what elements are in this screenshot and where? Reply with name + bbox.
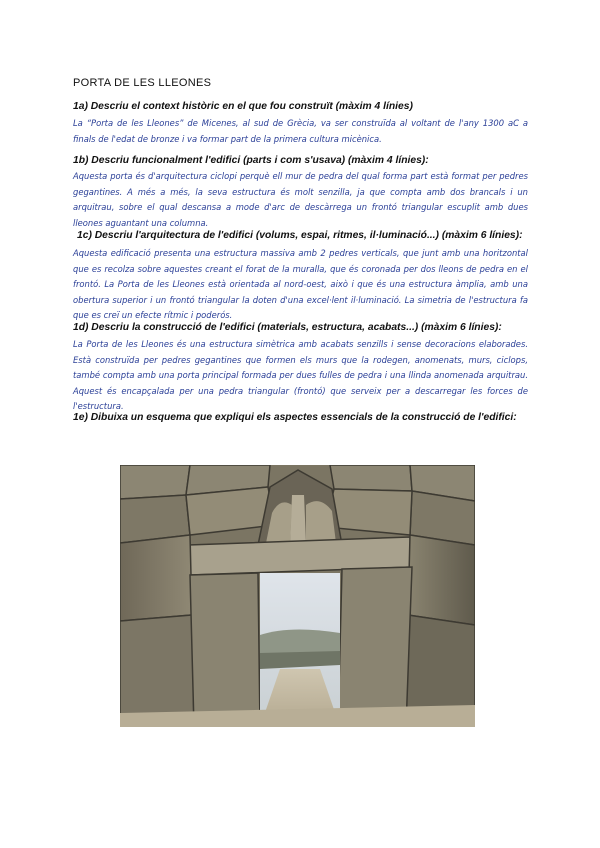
question-1c: 1c) Descriu l'arquitectura de l'edifici (volums, espai, ritmes, il·luminació...) (màxim 6 línies): — [77, 230, 523, 241]
answer-1b: Aquesta porta és d'arquitectura ciclopi perquè ell mur de pedra del qual forma part està format per pedres gegantines. A més a més, la seva estructura és molt senzilla, ja que compta amb dos brancals i un arquitrau, sobre el qual descansa a mode d'arc de descàrrega un frontó triangular escuplit amb dues lleones aguantant una columna. — [73, 171, 528, 228]
lion-gate-photo — [120, 465, 475, 727]
document-title: PORTA DE LES LLEONES — [73, 77, 212, 89]
answer-1d: La Porta de les Lleones és una estructura simètrica amb acabats senzills i sense decoracions elaborades. Està construïda per pedres gegantines que formen els murs que la rodegen, anomenats, murs, ciclops, també compta amb una porta principal formada per dues fulles de pedra i una llinda anomenada arquitrau. Aquest és encapçalada per una pedra triangular (frontó) que serveix per a descarregar les forces de l'estructura. — [73, 339, 528, 412]
question-1e: 1e) Dibuixa un esquema que expliqui els aspectes essencials de la construcció de l'edifici: — [73, 412, 517, 423]
question-1d: 1d) Descriu la construcció de l'edifici (materials, estructura, acabats...) (màxim 6 línies): — [73, 322, 502, 333]
answer-1a: La “Porta de les Lleones” de Micenes, al sud de Grècia, va ser construïda al voltant de l'any 1300 aC a finals de l'edat de bronze i va formar part de la primera cultura micènica. — [73, 118, 528, 144]
question-1a: 1a) Descriu el context històric en el que fou construït (màxim 4 línies) — [73, 101, 413, 112]
question-1b: 1b) Descriu funcionalment l'edifici (parts i com s'usava) (màxim 4 línies): — [73, 155, 429, 166]
answer-1c: Aquesta edificació presenta una estructura massiva amb 2 pedres verticals, que junt amb una horitzontal que es recolza sobre aquestes creant el forat de la muralla, que és coronada per dos lleons de pedra en el frontó. La Porta de les Lleones està orientada al nord-oest, això i que és una estructura àmplia, amb una obertura superior i un frontó triangular la doten d'una excel·lent il·luminació. La simetria de l'estructura fa que es creï un efecte rítmic i poderós. — [73, 248, 528, 321]
